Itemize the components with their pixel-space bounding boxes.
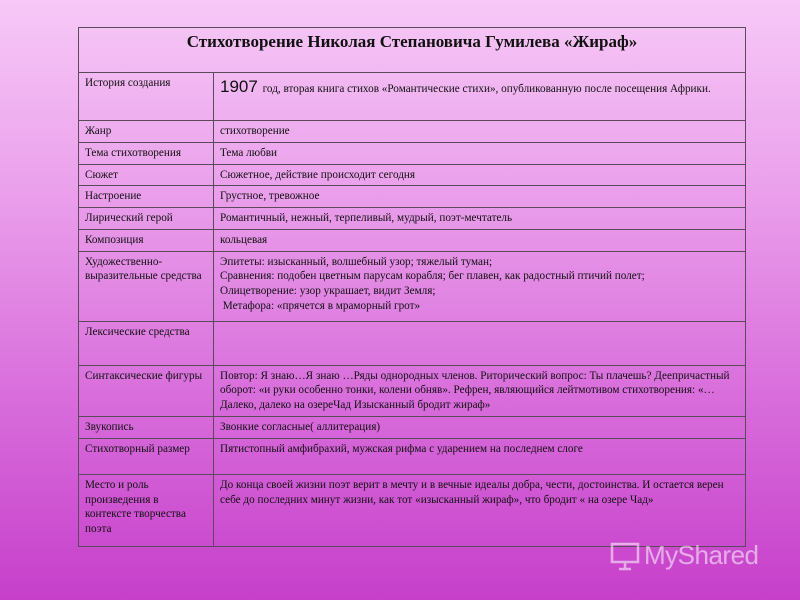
creation-year: 1907 — [220, 77, 258, 96]
row-label: Художественно-выразительные средства — [79, 251, 214, 321]
row-label: Тема стихотворения — [79, 142, 214, 164]
row-label: Стихотворный размер — [79, 438, 214, 474]
info-table — [78, 27, 746, 547]
row-label: Композиция — [79, 229, 214, 251]
row-label: Лирический герой — [79, 208, 214, 230]
metaphor-line: Метафора: «прячется в мраморный грот» — [220, 300, 421, 313]
row-label: Звукопись — [79, 417, 214, 439]
row-value: Сюжетное, действие происходит сегодня — [214, 164, 746, 186]
row-label: Синтаксические фигуры — [79, 365, 214, 416]
table-row — [79, 73, 746, 121]
row-value: Тема любви — [214, 142, 746, 164]
row-label: Сюжет — [79, 164, 214, 186]
table-row — [79, 142, 746, 164]
row-value: Повтор: Я знаю…Я знаю …Ряды однородных членов. Риторический вопрос: Ты плачешь? Деепричастный оборот: «и руки особенно тонки, колени обняв». Рефрен, являющийся лейтмотивом стихотворения: «…Далеко, далеко на озереЧад Изысканный бродит жираф» — [214, 365, 746, 416]
table-row — [79, 186, 746, 208]
watermark-text: MyShared — [644, 540, 759, 570]
page-title: Стихотворение Николая Степановича Гумилева «Жираф» — [79, 28, 746, 73]
presentation-icon — [610, 541, 640, 571]
table-row — [79, 438, 746, 474]
row-label: Лексические средства — [79, 321, 214, 365]
watermark — [610, 540, 759, 571]
row-value: Звонкие согласные( аллитерация) — [214, 417, 746, 439]
row-value — [214, 251, 746, 321]
table-row — [79, 121, 746, 143]
epithets-line: Эпитеты: изысканный, волшебный узор; тяжелый туман; — [220, 255, 493, 268]
row-label: Настроение — [79, 186, 214, 208]
title-row — [79, 28, 746, 73]
row-value: Пятистопный амфибрахий, мужская рифма с ударением на последнем слоге — [214, 438, 746, 474]
row-value: кольцевая — [214, 229, 746, 251]
row-value: Грустное, тревожное — [214, 186, 746, 208]
row-value — [214, 321, 746, 365]
row-value: стихотворение — [214, 121, 746, 143]
table-row — [79, 208, 746, 230]
personification-line: Олицетворение: узор украшает, видит Земля; — [220, 285, 436, 298]
row-label: История создания — [79, 73, 214, 121]
table-row — [79, 321, 746, 365]
table-row — [79, 164, 746, 186]
row-value — [214, 73, 746, 121]
row-value: Романтичный, нежный, терпеливый, мудрый, поэт-мечтатель — [214, 208, 746, 230]
row-label: Жанр — [79, 121, 214, 143]
table-row — [79, 251, 746, 321]
table-row — [79, 417, 746, 439]
comparisons-line: Сравнения: подобен цветным парусам корабля; бег плавен, как радостный птичий полет; — [220, 270, 645, 283]
row-label: Место и роль произведения в контексте творчества поэта — [79, 474, 214, 546]
row-value: До конца своей жизни поэт верит в мечту и в вечные идеалы добра, чести, достоинства. И остается верен себе до последних минут жизни, как тот «изысканный жираф», что бродит « на озере Чад» — [214, 474, 746, 546]
table-row — [79, 365, 746, 416]
table-row — [79, 474, 746, 546]
row-value-text: год, вторая книга стихов «Романтические стихи», опубликованную после посещения Африки. — [262, 83, 711, 95]
table-row — [79, 229, 746, 251]
